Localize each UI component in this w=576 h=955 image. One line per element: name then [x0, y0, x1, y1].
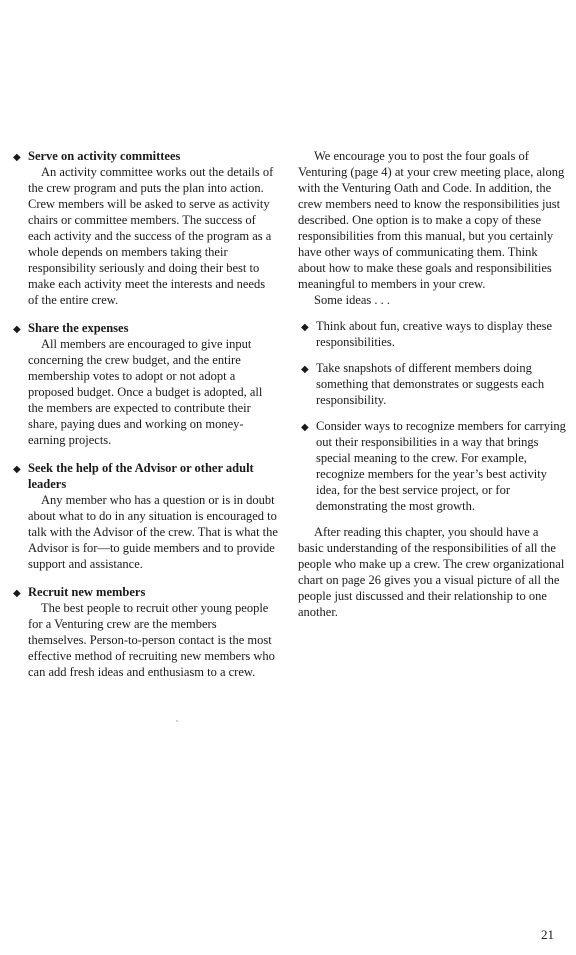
- idea-bullet: [298, 418, 566, 514]
- section-body: [10, 600, 278, 680]
- idea-bullet: [298, 318, 566, 350]
- ideas-intro: Some ideas . . .: [314, 293, 391, 307]
- intro-paragraph: We encourage you to post the four goals of Venturing (page 4) at your crew meeting place, along with the Venturing Oath and Code. In addition, the crew members need to know the responsibilities just described. One option is to make a copy of these responsibilities from this manual, but you certainly have other ways of communicating them. Think about how to make these goals and responsibilities meaningful to members in your crew.: [298, 149, 565, 291]
- page-number: 21: [541, 927, 554, 942]
- section-heading: [10, 148, 278, 164]
- diamond-bullet-icon: ◆: [301, 364, 309, 375]
- diamond-bullet-icon: ◆: [13, 588, 21, 599]
- body-text: An activity committee works out the details of the crew program and puts the plan into action. Crew members will be asked to serve as activity chairs or committee members. The success of each activity and the success of the program as a whole depends on members taking their responsibility seriously and doing their best to make each activity meet the interests and needs of the entire crew.: [28, 165, 274, 307]
- diamond-bullet-icon: ◆: [301, 322, 309, 333]
- closing-paragraph: After reading this chapter, you should have a basic understanding of the responsibilities of all the people who make up a crew. The crew organizational chart on page 26 gives you a visual picture of all the people just discussed and their relationship to one another.: [298, 525, 565, 619]
- section-heading: [10, 320, 278, 336]
- heading-text: Recruit new members: [28, 585, 146, 599]
- scan-speck: [176, 720, 178, 722]
- right-column: [298, 148, 566, 620]
- bullet-text: Consider ways to recognize members for carrying out their responsibilities in a way that brings special meaning to the crew. For example, recognize members for the year’s best activity idea, for the best service project, or for demonstrating the most growth.: [316, 419, 566, 513]
- bullet-text: Think about fun, creative ways to display these responsibilities.: [316, 319, 553, 349]
- section-heading: [10, 584, 278, 600]
- left-column: [10, 148, 278, 692]
- section-body: [10, 164, 278, 308]
- section-activity-committees: [10, 148, 278, 308]
- section-body: [10, 336, 278, 448]
- diamond-bullet-icon: ◆: [301, 422, 309, 433]
- bullet-text: Take snapshots of different members doing something that demonstrates or suggests each responsibility.: [316, 361, 545, 407]
- section-seek-help: [10, 460, 278, 572]
- idea-bullet: [298, 360, 566, 408]
- heading-text: Seek the help of the Advisor or other adult leaders: [28, 461, 254, 491]
- section-recruit-members: [10, 584, 278, 680]
- body-text: All members are encouraged to give input concerning the crew budget, and the entire membership votes to adopt or not adopt a proposed budget. Once a budget is adopted, all the members are expected to contribute their share, paying dues and working on money-earning projects.: [28, 337, 263, 447]
- section-heading: [10, 460, 278, 492]
- diamond-bullet-icon: ◆: [13, 152, 21, 163]
- section-share-expenses: [10, 320, 278, 448]
- body-text: Any member who has a question or is in doubt about what to do in any situation is encouraged to talk with the Advisor of the crew. That is what the Advisor is for—to guide members and to provide support and assistance.: [28, 493, 278, 571]
- diamond-bullet-icon: ◆: [13, 464, 21, 475]
- section-body: [10, 492, 278, 572]
- diamond-bullet-icon: ◆: [13, 324, 21, 335]
- heading-text: Serve on activity committees: [28, 149, 181, 163]
- body-text: The best people to recruit other young people for a Venturing crew are the members themselves. Person-to-person contact is the most effective method of recruiting new members who can add fresh ideas and enthusiasm to a crew.: [28, 601, 275, 679]
- heading-text: Share the expenses: [28, 321, 129, 335]
